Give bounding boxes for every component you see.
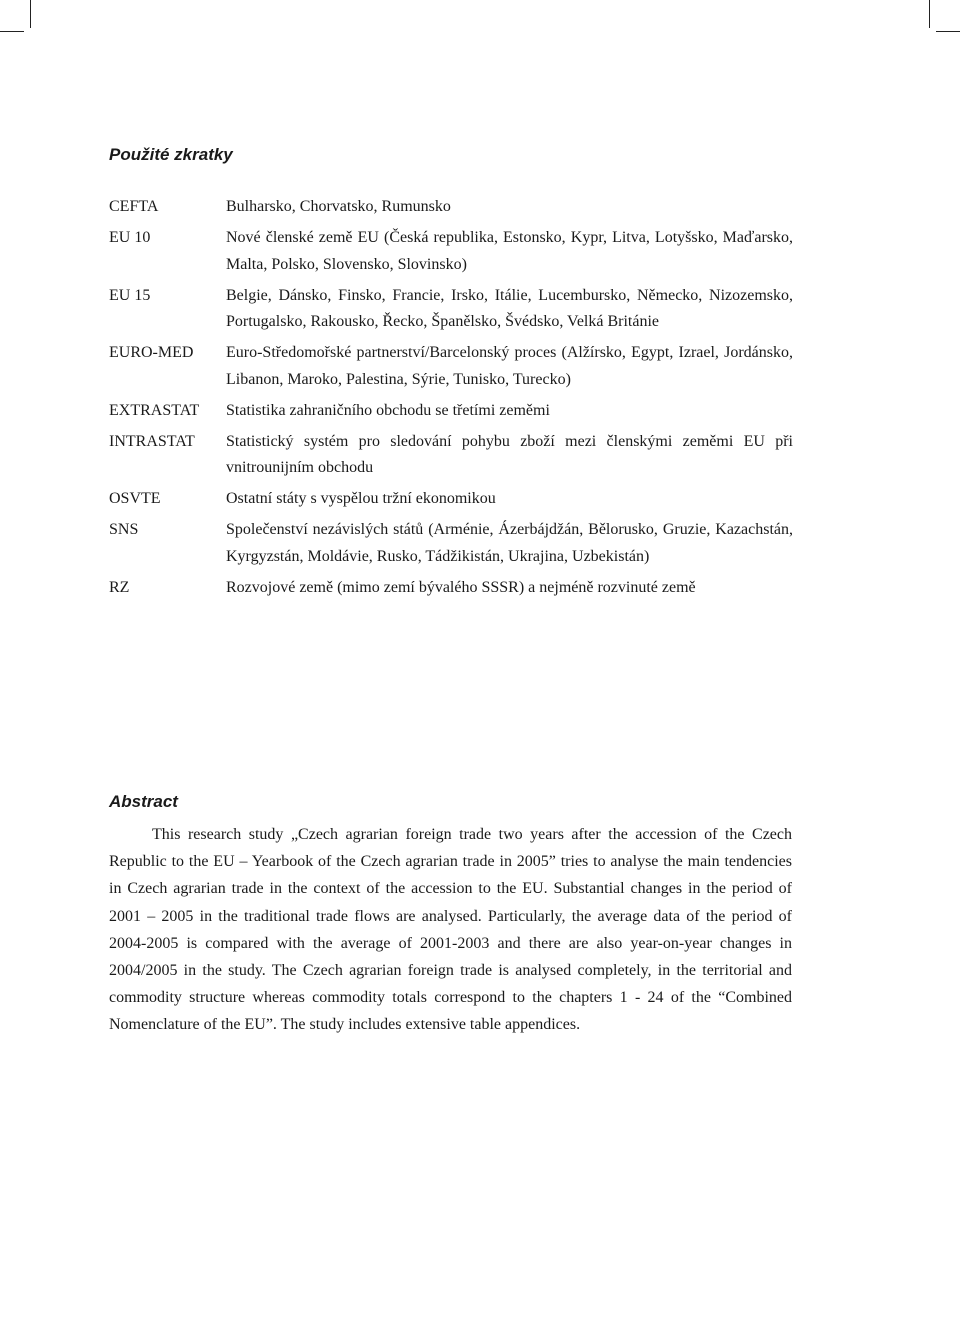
crop-mark-left-horizontal bbox=[0, 31, 24, 32]
abbreviation-definition: Statistika zahraničního obchodu se třetími zeměmi bbox=[226, 401, 550, 419]
abbreviation-row bbox=[109, 575, 793, 602]
abbreviation-row bbox=[109, 225, 793, 278]
abbreviation-definition: Statistický systém pro sledování pohybu zboží mezi členskými zeměmi EU při vnitrounijním obchodu bbox=[226, 432, 793, 476]
abbreviation-term: EU 10 bbox=[109, 229, 151, 246]
abstract-heading: Abstract bbox=[109, 792, 178, 811]
abbreviation-row bbox=[109, 486, 793, 513]
abbreviation-term: INTRASTAT bbox=[109, 432, 195, 450]
crop-mark-right bbox=[929, 0, 930, 28]
abbreviations-heading: Použité zkratky bbox=[109, 145, 233, 164]
abbreviation-definition: Nové členské země EU (Česká republika, Estonsko, Kypr, Litva, Lotyšsko, Maďarsko, Malta, Polsko, Slovensko, Slovinsko) bbox=[226, 229, 793, 273]
abbreviation-row bbox=[109, 194, 793, 221]
abbreviation-row bbox=[109, 517, 793, 570]
abbreviation-term: SNS bbox=[109, 521, 139, 538]
abbreviation-definition: Bulharsko, Chorvatsko, Rumunsko bbox=[226, 198, 451, 215]
abbreviation-definition: Rozvojové země (mimo zemí bývalého SSSR) a nejméně rozvinuté země bbox=[226, 578, 696, 596]
abbreviations-list bbox=[109, 194, 793, 606]
abbreviation-term: EURO-MED bbox=[109, 344, 194, 361]
crop-mark-right-horizontal bbox=[936, 31, 960, 32]
abbreviation-term: OSVTE bbox=[109, 490, 161, 507]
abbreviation-definition: Společenství nezávislých států (Arménie, Ázerbájdžán, Bělorusko, Gruzie, Kazachstán, Kyrgyzstán, Moldávie, Rusko, Tádžikistán, Ukrajina, Uzbekistán) bbox=[226, 521, 793, 565]
abbreviation-term: RZ bbox=[109, 578, 130, 596]
abbreviation-definition: Euro-Středomořské partnerství/Barcelonský proces (Alžírsko, Egypt, Izrael, Jordánsko, Libanon, Maroko, Palestina, Sýrie, Tunisko, Turecko) bbox=[226, 344, 793, 388]
abbreviation-definition: Ostatní státy s vyspělou tržní ekonomikou bbox=[226, 490, 496, 507]
abbreviation-row bbox=[109, 429, 793, 482]
crop-mark-left bbox=[30, 0, 31, 28]
abbreviation-definition: Belgie, Dánsko, Finsko, Francie, Irsko, Itálie, Lucembursko, Německo, Nizozemsko, Portugalsko, Rakousko, Řecko, Španělsko, Švédsko, Velká Británie bbox=[226, 286, 793, 330]
abbreviation-term: CEFTA bbox=[109, 198, 159, 215]
abbreviation-row bbox=[109, 283, 793, 336]
abbreviation-term: EU 15 bbox=[109, 286, 151, 304]
abbreviation-row bbox=[109, 398, 793, 425]
abbreviation-row bbox=[109, 340, 793, 393]
abbreviation-term: EXTRASTAT bbox=[109, 401, 200, 419]
abstract-text: This research study „Czech agrarian foreign trade two years after the accession of the Czech Republic to the EU – Yearbook of the Czech agrarian trade in 2005” tries to analyse the main tendencies in Czech agrarian trade in the context of the accession to the EU. Substantial changes in the period of 2001 – 2005 in the traditional trade flows are analysed. Particularly, the average data of the period of 2004-2005 is compared with the average of 2001-2003 and there are also year-on-year changes in 2004/2005 in the study. The Czech agrarian foreign trade is analysed completely, in the territorial and commodity structure whereas commodity totals correspond to the chapters 1 - 24 of the “Combined Nomenclature of the EU”. The study includes extensive table appendices. bbox=[109, 826, 792, 1034]
